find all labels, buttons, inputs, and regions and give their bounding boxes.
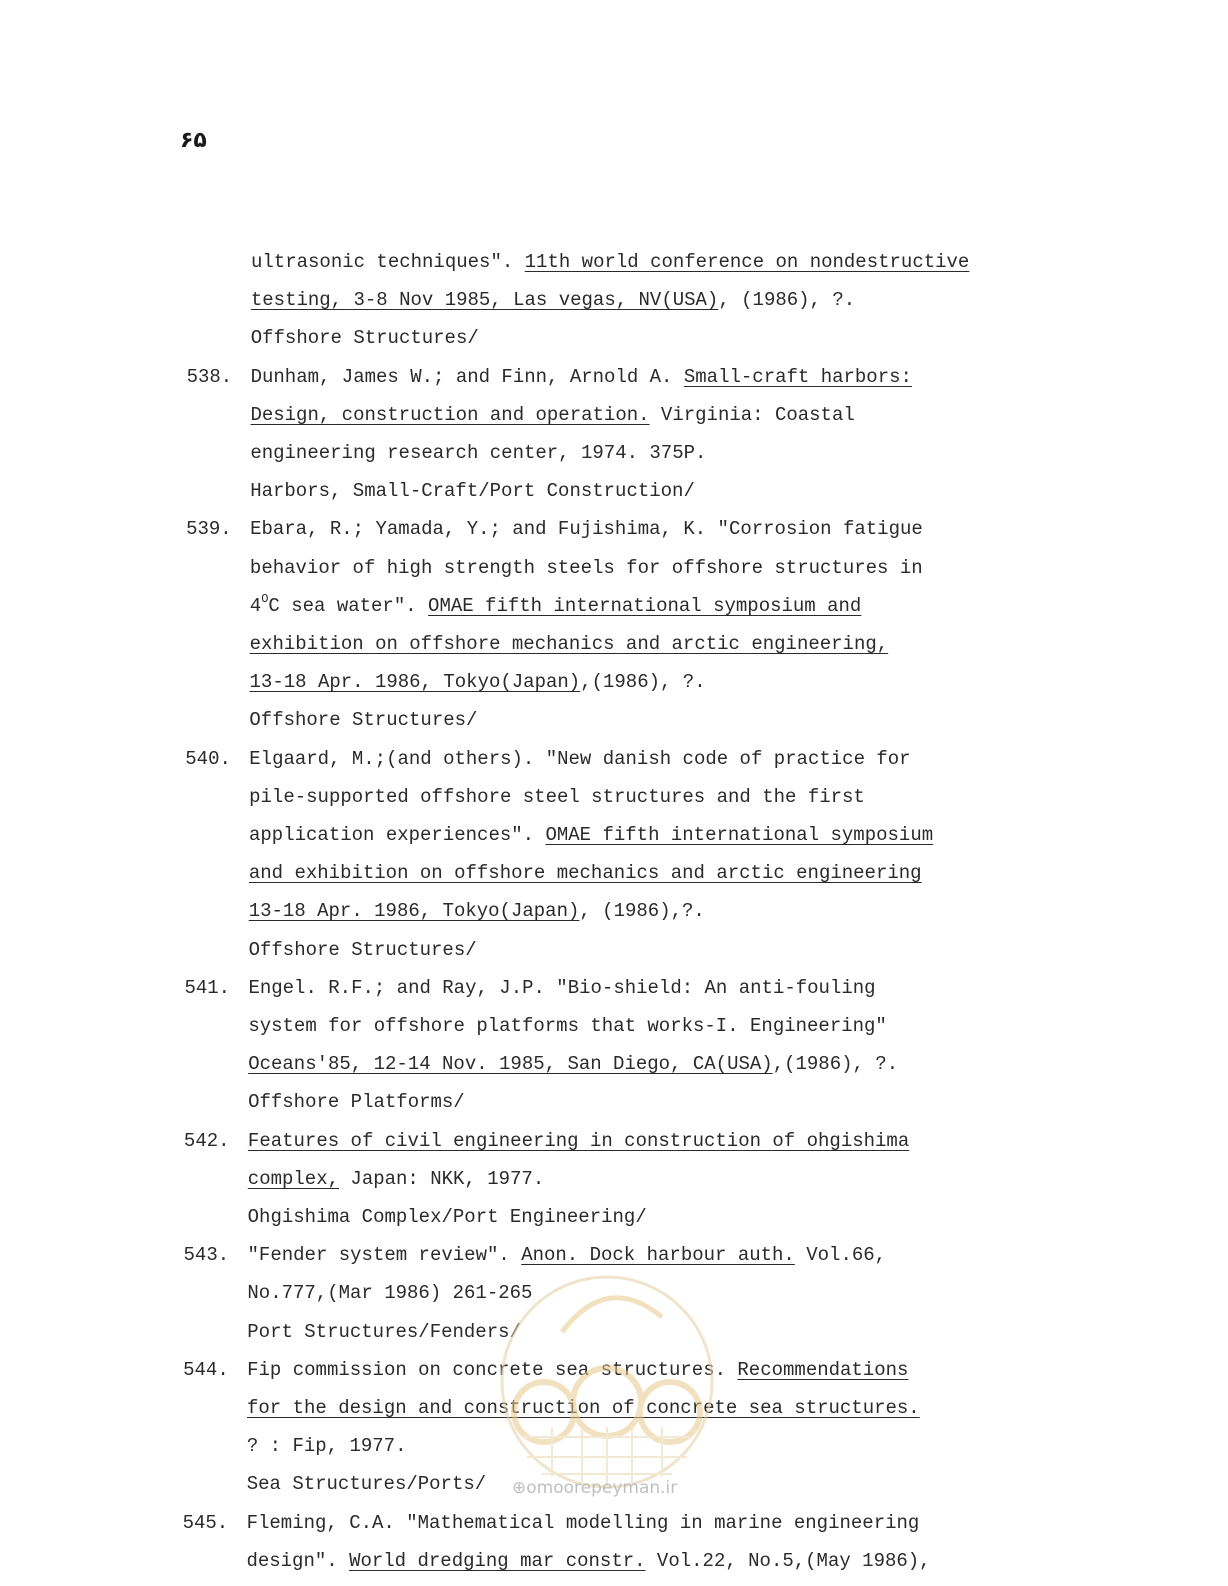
text-segment: C sea water". — [268, 594, 429, 617]
text-segment: Ebara, R.; Yamada, Y.; and Fujishima, K. "Corrosion fatigue — [250, 518, 923, 541]
underlined-title: for the design and construction of concrete sea structures. — [247, 1397, 920, 1419]
entry-number: 543. — [183, 1244, 230, 1267]
underlined-title: Features of civil engineering in construction of ohgishima — [247, 1129, 910, 1152]
text-segment: Harbors, Small-Craft/Port Construction/ — [250, 480, 695, 503]
text-segment: Ohgishima Complex/Port Engineering/ — [247, 1206, 647, 1228]
text-line — [247, 1358, 908, 1382]
text-line — [249, 938, 477, 962]
text-segment: "Fender system review". — [247, 1244, 522, 1267]
text-segment: application experiences". — [249, 824, 546, 846]
text-line — [249, 785, 865, 809]
text-segment: Engel. R.F.; and Ray, J.P. "Bio-shield: An anti-fouling — [248, 976, 876, 999]
watermark-site: omoorepeyman.ir — [526, 1478, 678, 1498]
entry-number: 544. — [183, 1358, 229, 1381]
text-line — [247, 1472, 486, 1496]
underlined-title: Recommendations — [737, 1358, 909, 1381]
text-line — [248, 1014, 887, 1038]
text-segment: Port Structures/Fenders/ — [247, 1320, 521, 1343]
underlined-title: 11th world conference on nondestructive — [524, 251, 970, 273]
underlined-title: World dredging mar constr. — [349, 1549, 646, 1572]
text-segment: design". — [246, 1549, 350, 1572]
underlined-title: 13-18 Apr. 1986, Tokyo(Japan) — [249, 671, 581, 694]
entry-number: 539. — [186, 518, 232, 541]
text-line — [247, 1434, 407, 1458]
text-segment: Offshore Structures/ — [249, 709, 478, 732]
text-line — [249, 823, 933, 847]
underlined-title: 13-18 Apr. 1986, Tokyo(Japan) — [248, 900, 580, 923]
text-line — [248, 1205, 647, 1229]
text-segment: ? : Fip, 1977. — [246, 1435, 407, 1458]
text-segment: , (1986),?. — [579, 900, 705, 923]
text-line — [250, 441, 706, 465]
text-line — [249, 708, 477, 732]
entry-number: 542. — [183, 1129, 230, 1152]
entry-number: 540. — [185, 747, 231, 770]
underlined-title: Anon. Dock harbour auth. — [521, 1244, 795, 1267]
text-segment: behavior of high strength steels for offshore structures in — [249, 556, 923, 579]
text-segment: , (1986), ?. — [718, 289, 856, 312]
underlined-title: Small-craft harbors: — [683, 365, 912, 388]
text-segment: ultrasonic techniques". — [251, 251, 525, 273]
text-segment: ,(1986), ?. — [772, 1053, 899, 1076]
text-segment: Offshore Platforms/ — [248, 1091, 465, 1114]
text-segment: engineering research center, 1974. 375P. — [250, 442, 707, 464]
text-segment: Fip commission on concrete sea structures. — [247, 1358, 738, 1381]
text-line — [251, 365, 912, 389]
text-line — [246, 1549, 930, 1573]
text-segment: Offshore Structures/ — [248, 938, 477, 961]
underlined-title: Oceans'85, 12-14 Nov. 1985, San Diego, CA(USA) — [248, 1053, 773, 1076]
underlined-title: testing, 3-8 Nov 1985, Las vegas, NV(USA) — [250, 289, 719, 312]
text-segment: Vol.22, No.5,(May 1986), — [645, 1549, 931, 1572]
text-segment: Japan: NKK, 1977. — [339, 1167, 545, 1190]
text-segment: ,(1986), ?. — [580, 671, 706, 694]
text-line — [249, 861, 922, 885]
underlined-title: complex, — [247, 1167, 340, 1190]
text-segment: Elgaard, M.;(and others). "New danish code of practice for — [249, 747, 911, 770]
text-line — [251, 288, 855, 312]
underlined-title: exhibition on offshore mechanics and arctic engineering, — [249, 633, 889, 655]
text-segment: 4 — [249, 594, 262, 617]
text-line — [250, 556, 923, 580]
text-segment: Fleming, C.A. "Mathematical modelling in marine engineering — [246, 1511, 920, 1534]
text-line — [249, 899, 705, 923]
text-line — [250, 632, 889, 656]
text-line — [247, 1320, 521, 1344]
underlined-title: Design, construction and operation. — [250, 403, 650, 426]
text-line — [247, 1281, 532, 1305]
text-segment: Virginia: Coastal — [649, 403, 855, 426]
text-segment: Vol.66, — [794, 1244, 887, 1267]
text-line — [248, 1243, 887, 1267]
text-line — [247, 1396, 920, 1420]
underlined-title: and exhibition on offshore mechanics and arctic engineering — [248, 862, 922, 885]
underlined-title: OMAE fifth international symposium — [545, 824, 934, 846]
text-segment: O — [261, 591, 269, 606]
page-number: ۶۵ — [180, 128, 207, 153]
text-line — [249, 747, 910, 771]
text-segment: pile-supported offshore steel structures and the first — [249, 785, 865, 808]
text-line — [248, 1052, 898, 1076]
text-line — [250, 517, 923, 541]
text-line — [251, 250, 969, 274]
text-segment: system for offshore platforms that works-I. Engineering" — [248, 1015, 887, 1037]
text-segment: Dunham, James W.; and Finn, Arnold A. — [250, 365, 684, 388]
underlined-title: OMAE fifth international symposium and — [428, 594, 862, 617]
entry-number: 541. — [184, 976, 231, 999]
entry-number: 545. — [182, 1511, 229, 1534]
watermark-text: ⊕omoorepeyman.ir — [512, 1478, 678, 1498]
text-line — [248, 976, 875, 1000]
entry-number: 538. — [186, 365, 233, 388]
text-line — [250, 670, 706, 694]
text-line — [248, 1167, 544, 1191]
text-segment: Offshore Structures/ — [250, 327, 479, 350]
text-line — [248, 1129, 909, 1153]
text-line — [248, 1090, 465, 1114]
text-line — [250, 479, 695, 503]
text-line — [247, 1511, 920, 1535]
text-line — [250, 403, 854, 427]
text-line — [251, 326, 479, 350]
text-line — [249, 591, 862, 618]
text-segment: Sea Structures/Ports/ — [246, 1473, 487, 1496]
text-segment: No.777,(Mar 1986) 261-265 — [247, 1282, 533, 1305]
